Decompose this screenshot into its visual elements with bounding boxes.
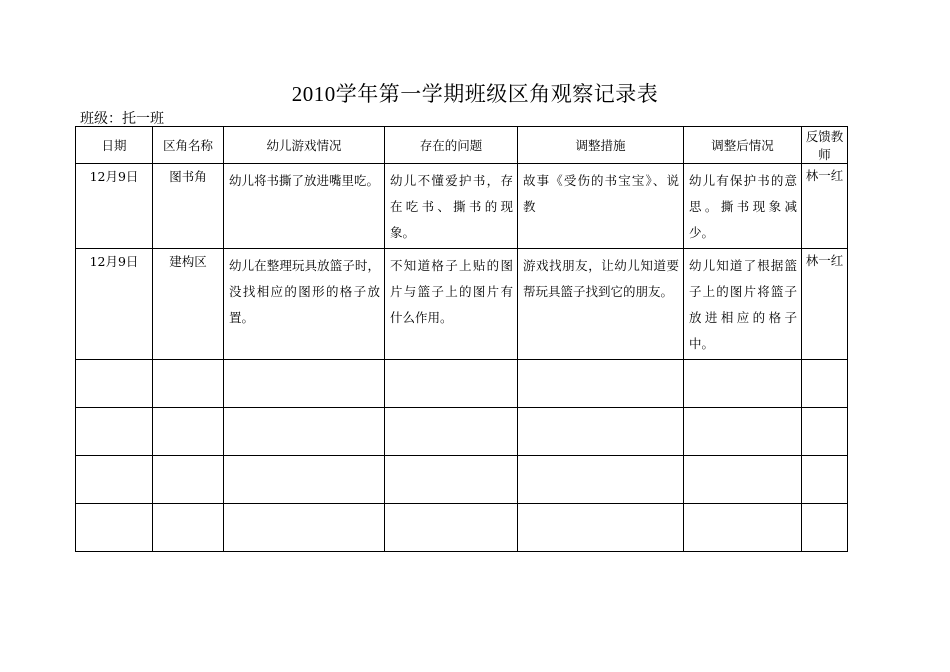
class-label: 班级：托一班 <box>80 111 164 127</box>
cell-area: 建构区 <box>153 249 224 360</box>
page-title: 2010学年第一学期班级区角观察记录表 <box>291 82 659 106</box>
header-play: 幼儿游戏情况 <box>224 127 385 164</box>
observation-table <box>75 126 848 552</box>
header-teacher: 反馈教师 <box>802 127 848 164</box>
empty-row <box>76 408 848 456</box>
header-problem: 存在的问题 <box>385 127 518 164</box>
empty-row <box>76 456 848 504</box>
cell-area: 图书角 <box>153 164 224 249</box>
cell-teacher: 林一红 <box>802 164 848 249</box>
cell-play: 幼儿将书撕了放进嘴里吃。 <box>224 164 385 249</box>
cell-problem: 不知道格子上贴的图片与篮子上的图片有什么作用。 <box>385 249 518 360</box>
table-row <box>76 164 848 249</box>
empty-row <box>76 360 848 408</box>
header-after: 调整后情况 <box>684 127 802 164</box>
table-header-row <box>76 127 848 164</box>
cell-teacher: 林一红 <box>802 249 848 360</box>
cell-play: 幼儿在整理玩具放篮子时，没找相应的图形的格子放置。 <box>224 249 385 360</box>
table-row <box>76 249 848 360</box>
cell-problem: 幼儿不懂爱护书，存在吃书、撕书的现象。 <box>385 164 518 249</box>
cell-date: 12月9日 <box>76 164 153 249</box>
empty-row <box>76 504 848 552</box>
cell-date: 12月9日 <box>76 249 153 360</box>
cell-measure: 故事《受伤的书宝宝》、说教 <box>518 164 684 249</box>
header-area: 区角名称 <box>153 127 224 164</box>
header-date: 日期 <box>76 127 153 164</box>
header-measure: 调整措施 <box>518 127 684 164</box>
cell-measure: 游戏找朋友，让幼儿知道要帮玩具篮子找到它的朋友。 <box>518 249 684 360</box>
cell-after: 幼儿知道了根据篮子上的图片将篮子放进相应的格子中。 <box>684 249 802 360</box>
cell-after: 幼儿有保护书的意思。撕书现象减少。 <box>684 164 802 249</box>
